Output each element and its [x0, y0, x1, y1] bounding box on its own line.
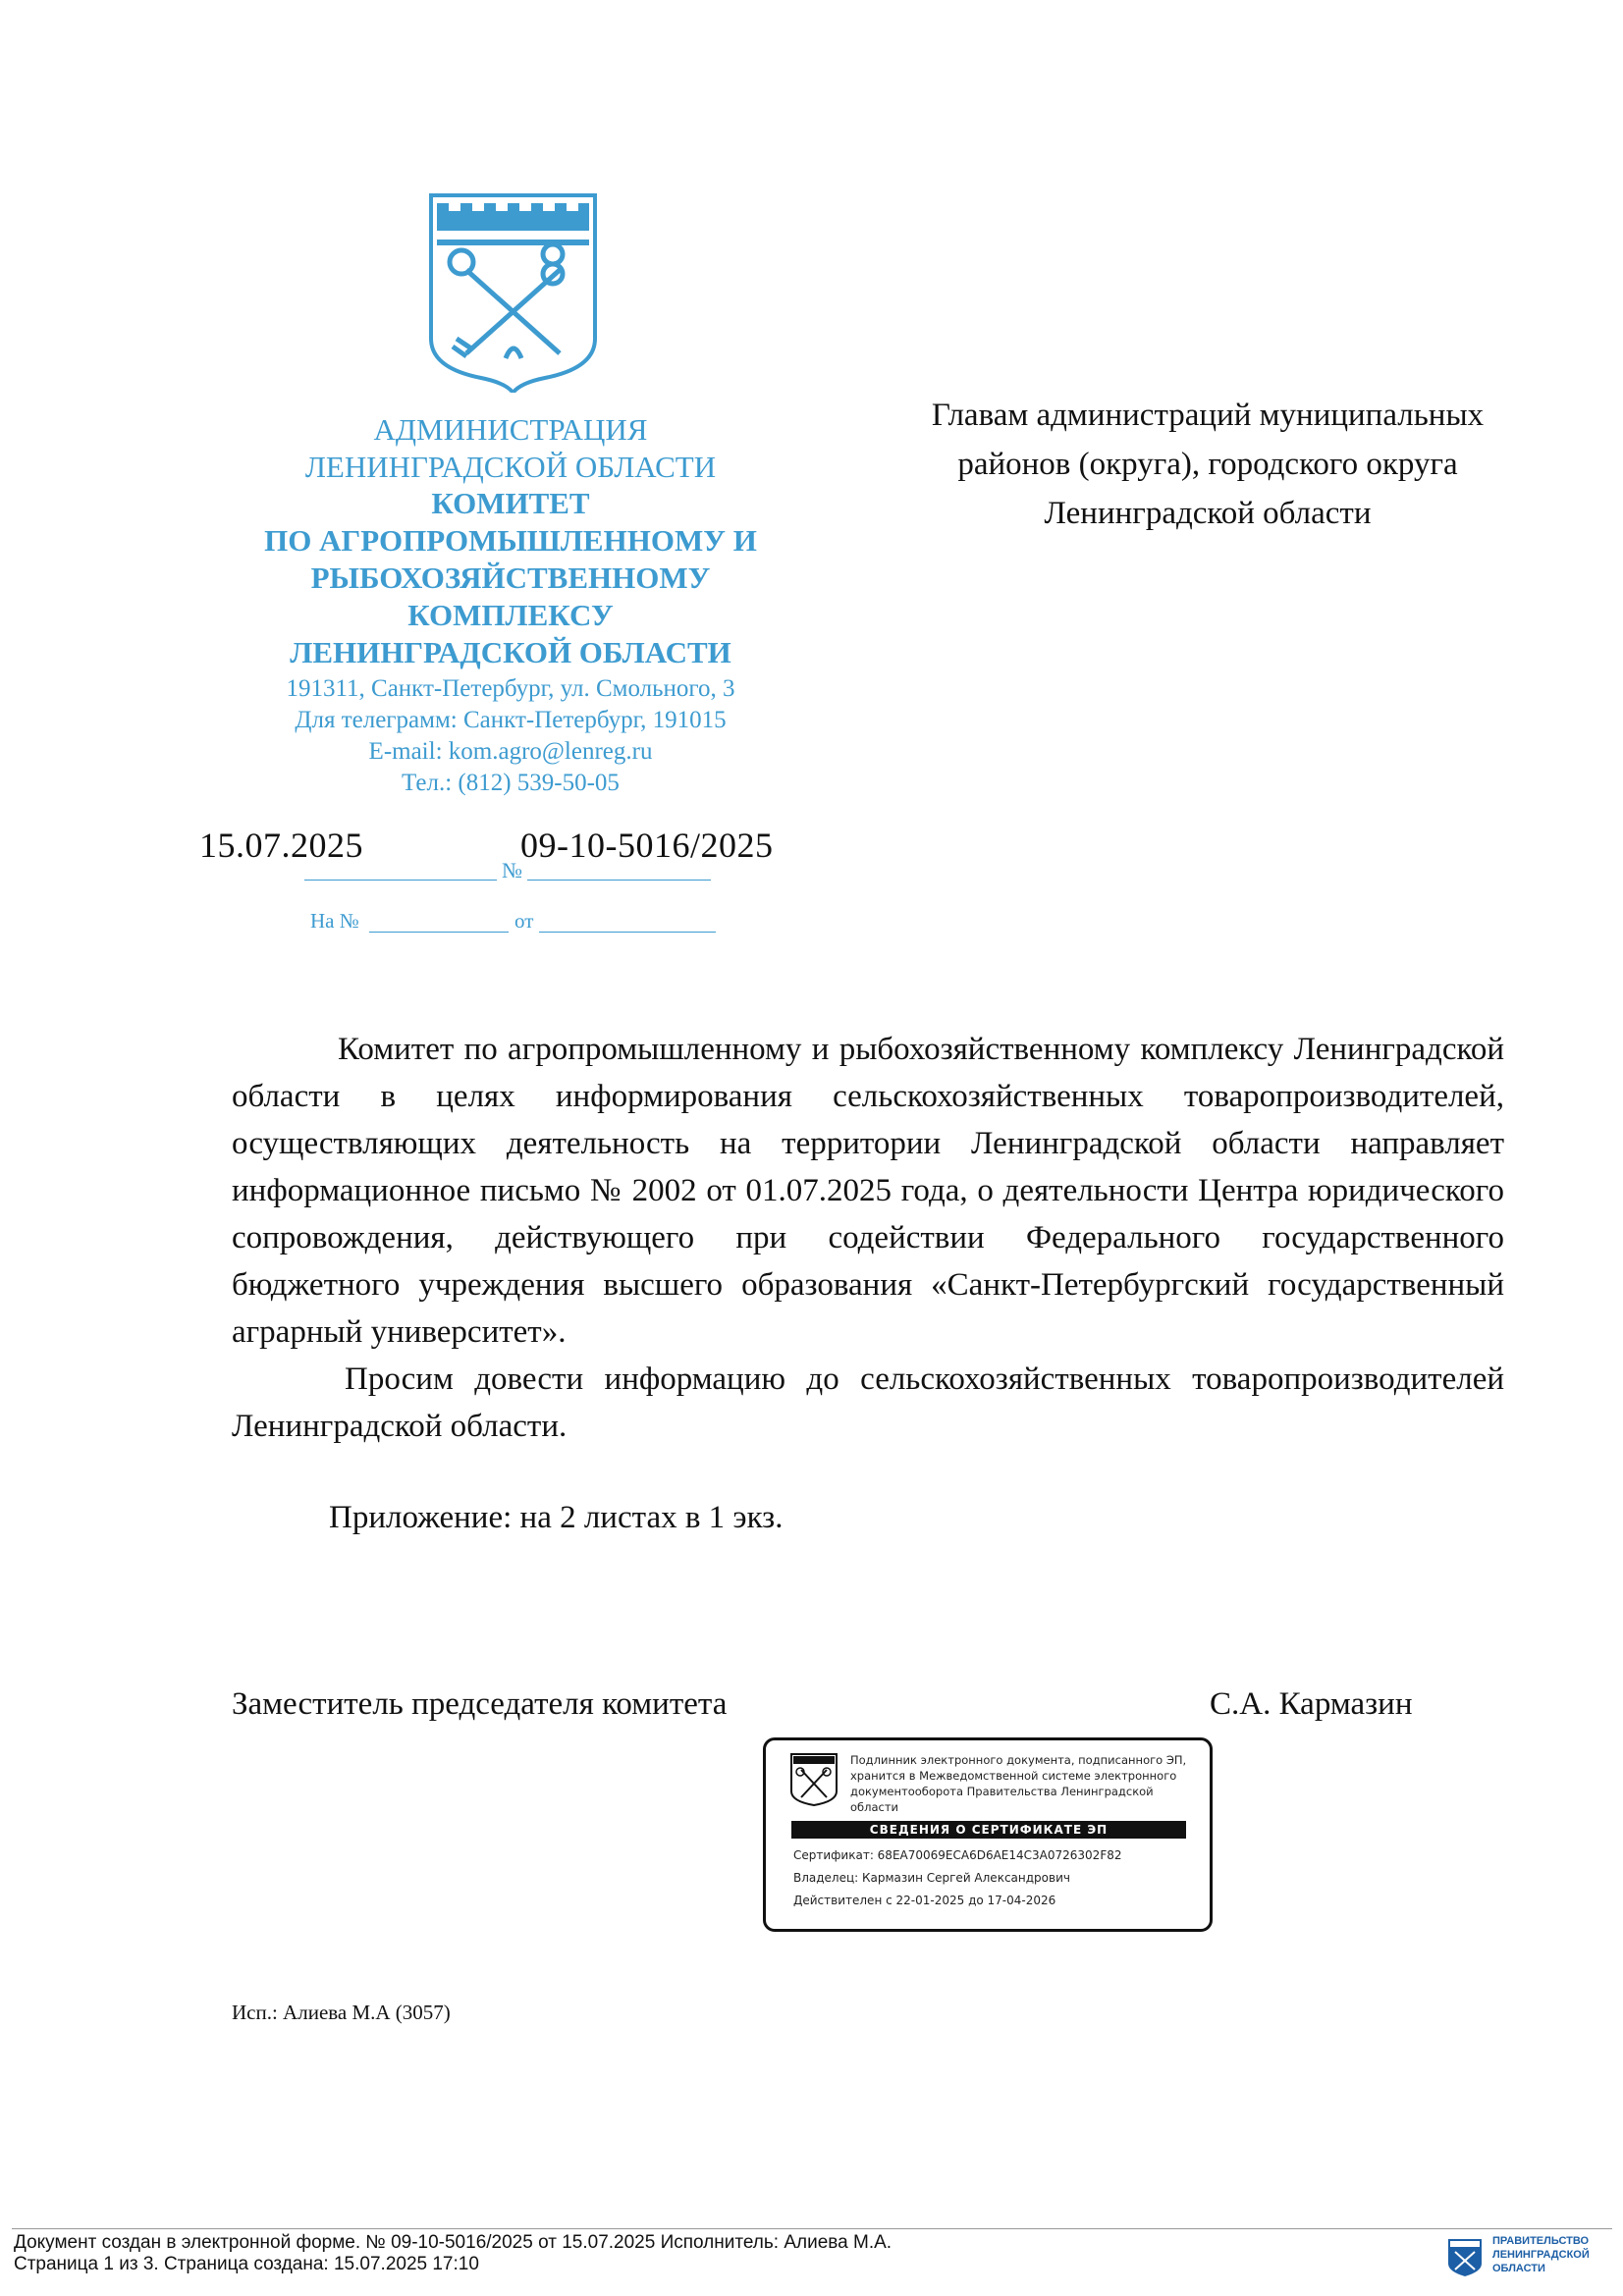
- registration-number: 09-10-5016/2025: [520, 826, 774, 865]
- reference-from-label: от: [514, 909, 534, 933]
- government-logo-icon: [1447, 2238, 1483, 2277]
- coat-of-arms-icon: [789, 1752, 839, 1807]
- signer-title: Заместитель председателя комитета: [232, 1686, 728, 1722]
- logo-line: ЛЕНИНГРАДСКОЙ: [1492, 2249, 1590, 2261]
- divider: [369, 932, 509, 933]
- committee-address: 191311, Санкт-Петербург, ул. Смольного, 3: [286, 675, 735, 702]
- attachment-note: Приложение: на 2 листах в 1 экз.: [329, 1500, 784, 1535]
- footer-document-info: Документ создан в электронной форме. № 09-10-5016/2025 от 15.07.2025 Исполнитель: Алиева М.А.: [14, 2232, 893, 2253]
- addressee-line: Ленинградской области: [1044, 496, 1372, 531]
- reference-label: На №: [310, 909, 359, 933]
- divider: [527, 880, 711, 881]
- letter-body: [232, 1026, 1504, 1450]
- divider: [539, 932, 716, 933]
- registration-date: 15.07.2025: [199, 826, 363, 865]
- footer-page-info: Страница 1 из 3. Страница создана: 15.07.2025 17:10: [14, 2254, 479, 2274]
- executor-note: Исп.: Алиева М.А (3057): [232, 2001, 451, 2024]
- coat-of-arms-icon: [427, 191, 599, 393]
- committee-title-3: РЫБОХОЗЯЙСТВЕННОМУ: [310, 561, 711, 595]
- addressee: [884, 391, 1532, 538]
- addressee-line: районов (округа), городского округа: [957, 447, 1458, 482]
- number-label: №: [502, 858, 522, 882]
- committee-title-1: КОМИТЕТ: [431, 486, 590, 520]
- government-logo-text: [1492, 2234, 1623, 2275]
- e-signature-stamp: [763, 1737, 1213, 1932]
- logo-line: ПРАВИТЕЛЬСТВО: [1492, 2235, 1590, 2247]
- committee-title-2: ПО АГРОПРОМЫШЛЕННОМУ И: [264, 523, 757, 558]
- certificate-validity: Действителен с 22-01-2025 до 17-04-2026: [793, 1894, 1056, 1907]
- body-paragraph: Просим довести информацию до сельскохозяйственных товаропроизводителей Ленинградской области.: [232, 1362, 1504, 1444]
- administration-title: АДМИНИСТРАЦИЯ: [373, 412, 648, 447]
- administration-region: ЛЕНИНГРАДСКОЙ ОБЛАСТИ: [304, 450, 717, 484]
- committee-title-5: ЛЕНИНГРАДСКОЙ ОБЛАСТИ: [290, 635, 731, 669]
- committee-title-4: КОМПЛЕКСУ: [407, 598, 614, 632]
- addressee-line: Главам администраций муниципальных: [931, 398, 1485, 433]
- committee-telegram: Для телеграмм: Санкт-Петербург, 191015: [295, 707, 727, 733]
- logo-line: ОБЛАСТИ: [1492, 2263, 1545, 2274]
- certificate-number: Сертификат: 68EA70069ECA6D6AE14C3A0726302F82: [793, 1848, 1122, 1862]
- stamp-note: Подлинник электронного документа, подписанного ЭП, хранится в Межведомственной системе электронного документооборота Правительства Ленинградской области: [850, 1753, 1187, 1814]
- stamp-header: СВЕДЕНИЯ О СЕРТИФИКАТЕ ЭП: [791, 1821, 1186, 1839]
- committee-email: E-mail: kom.agro@lenreg.ru: [368, 738, 653, 765]
- footer-divider: [12, 2228, 1612, 2229]
- certificate-owner: Владелец: Кармазин Сергей Александрович: [793, 1871, 1070, 1885]
- body-paragraph: Комитет по агропромышленному и рыбохозяйственному комплексу Ленинградской области в целях информирования сельскохозяйственных товаропроизводителей, осуществляющих деятельность на территории Ленинградской области направляет информационное письмо № 2002 от 01.07.2025 года, о деятельности Центра юридического сопровождения, действующего при содействии Федерального государственного бюджетного учреждения высшего образования «Санкт-Петербургский государственный аграрный университет».: [232, 1032, 1504, 1350]
- divider: [304, 880, 497, 881]
- committee-phone: Тел.: (812) 539-50-05: [402, 770, 620, 796]
- signer-name: С.А. Кармазин: [1210, 1686, 1413, 1722]
